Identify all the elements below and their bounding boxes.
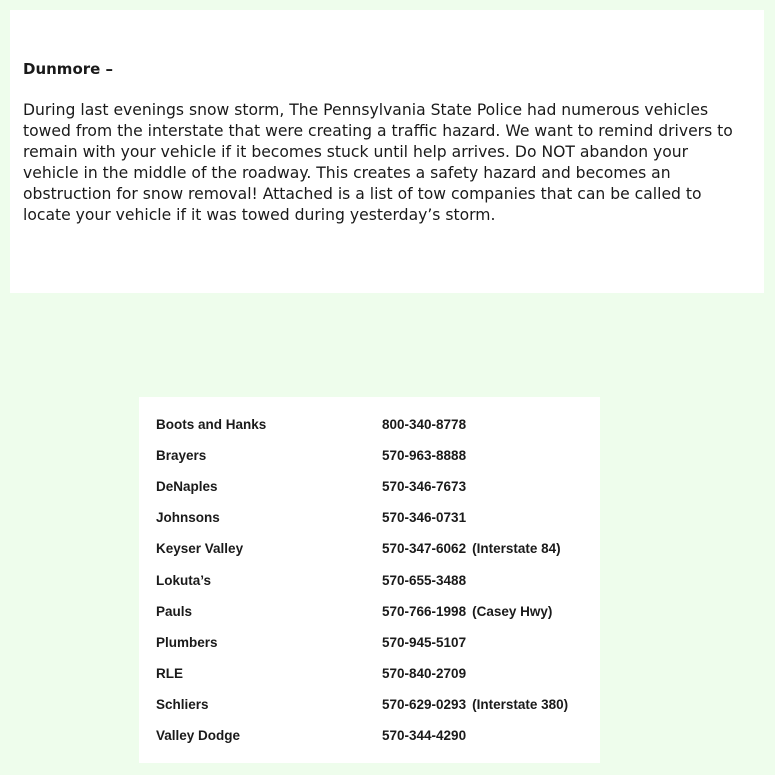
company-name: Schliers <box>156 696 209 712</box>
phone-number: 800-340-8778 <box>382 417 467 433</box>
press-release-card <box>10 10 764 293</box>
phone-number: 570-344-4290 <box>382 727 467 743</box>
notice-body: During last evenings snow storm, The Pennsylvania State Police had numerous vehicles towed from the interstate that were creating a traffic hazard. We want to remind drivers to remain with your vehicle if it becomes stuck until help arrives. Do NOT abandon your vehicle in the middle of the roadway. This creates a safety hazard and becomes an obstruction for snow removal! Attached is a list of tow companies that can be called to locate your vehicle if it was towed during yesterday’s storm. <box>23 101 733 224</box>
company-name: Valley Dodge <box>156 727 241 743</box>
phone-number: 570-346-0731 <box>382 510 467 526</box>
company-name: RLE <box>156 665 183 681</box>
tow-company-row <box>139 720 600 751</box>
tow-company-row <box>139 627 600 658</box>
phone-number: 570-655-3488 <box>382 572 467 588</box>
company-name: Brayers <box>156 448 207 464</box>
company-name: Pauls <box>156 603 193 619</box>
tow-company-row <box>139 689 600 720</box>
phone-number: 570-840-2709 <box>382 665 467 681</box>
tow-company-row <box>139 564 600 595</box>
phone-number: 570-629-0293 (Interstate 380) <box>382 696 569 712</box>
tow-company-list <box>139 397 600 763</box>
phone-number: 570-766-1998 (Casey Hwy) <box>382 603 553 619</box>
tow-company-row <box>139 471 600 502</box>
tow-company-row <box>139 502 600 533</box>
tow-company-row <box>139 409 600 440</box>
company-name: DeNaples <box>156 479 218 495</box>
company-name: Johnsons <box>156 510 220 526</box>
company-name: Lokuta’s <box>156 572 212 588</box>
location-note: (Casey Hwy) <box>472 603 553 619</box>
phone-number: 570-945-5107 <box>382 634 467 650</box>
tow-company-row <box>139 596 600 627</box>
tow-company-row <box>139 533 600 564</box>
phone-number: 570-963-8888 <box>382 448 467 464</box>
company-name: Boots and Hanks <box>156 417 267 433</box>
location-note: (Interstate 380) <box>472 696 569 712</box>
phone-number: 570-347-6062 (Interstate 84) <box>382 541 561 557</box>
phone-number: 570-346-7673 <box>382 479 467 495</box>
tow-company-row <box>139 440 600 471</box>
company-name: Plumbers <box>156 634 218 650</box>
notice-title: Dunmore – <box>23 60 114 78</box>
location-note: (Interstate 84) <box>472 541 561 557</box>
company-name: Keyser Valley <box>156 541 244 557</box>
tow-company-row <box>139 658 600 689</box>
